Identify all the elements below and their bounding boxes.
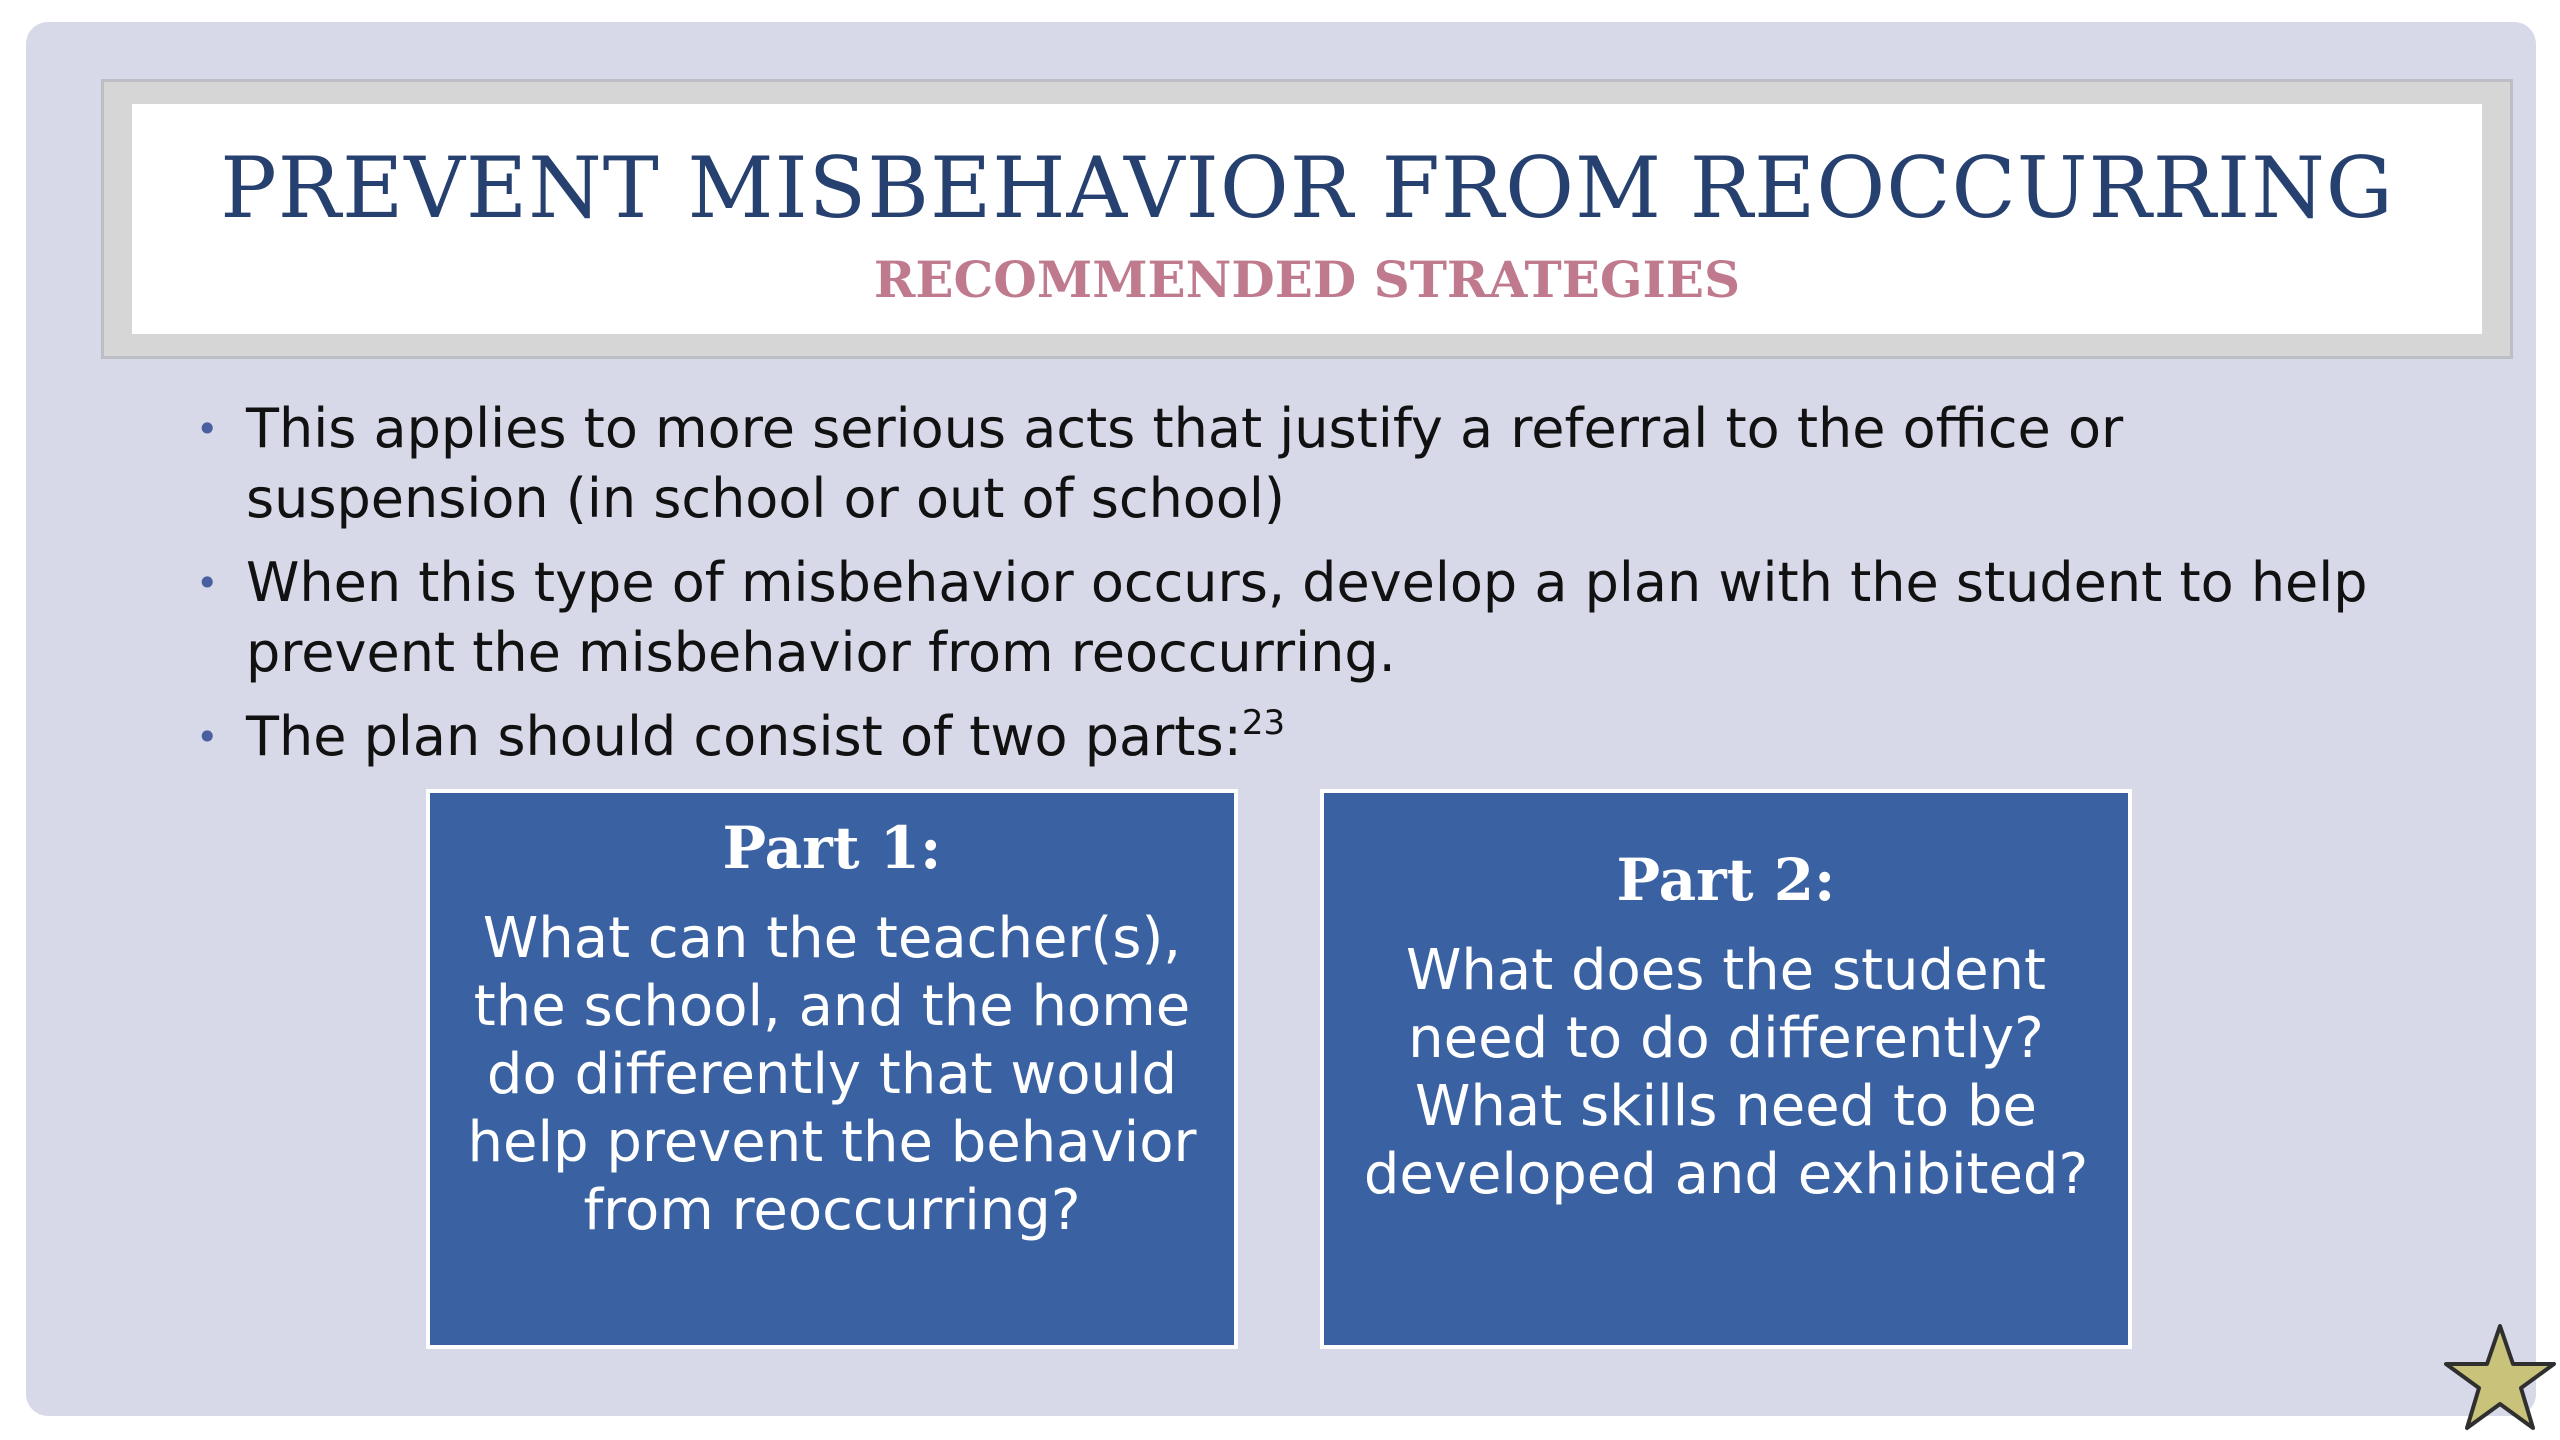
title-box <box>132 104 2482 334</box>
bullet-item <box>186 394 2406 534</box>
slide-background <box>26 22 2536 1416</box>
bullet-text: The plan should consist of two parts: <box>246 705 1242 768</box>
bullet-item <box>186 702 2406 772</box>
bullet-item <box>186 548 2406 688</box>
star-icon <box>2440 1320 2560 1440</box>
part-2-text: What does the student need to do differently? What skills need to be developed and exhibited? <box>1363 938 2089 1207</box>
part-1-text: What can the teacher(s), the school, and the home do differently that would help prevent the behavior from reoccurring? <box>467 906 1197 1243</box>
bullet-dot-icon: • <box>196 407 219 451</box>
slide-subtitle: RECOMMENDED STRATEGIES <box>873 250 1741 309</box>
bullet-dot-icon: • <box>196 561 219 605</box>
footnote-marker: 23 <box>1241 703 1286 743</box>
part-2-heading: Part 2: <box>1616 846 1836 914</box>
part-2-box <box>1320 789 2132 1349</box>
bullet-text: This applies to more serious acts that justify a referral to the office or suspension (in school or out of school) <box>246 397 2124 530</box>
bullet-text: When this type of misbehavior occurs, develop a plan with the student to help prevent the misbehavior from reoccurring. <box>246 551 2368 684</box>
bullet-dot-icon: • <box>196 715 219 759</box>
slide-title: PREVENT MISBEHAVIOR FROM REOCCURRING <box>220 139 2394 237</box>
part-1-heading: Part 1: <box>722 814 942 882</box>
title-frame <box>101 79 2513 359</box>
bullet-list <box>186 394 2406 786</box>
part-1-box <box>426 789 1238 1349</box>
